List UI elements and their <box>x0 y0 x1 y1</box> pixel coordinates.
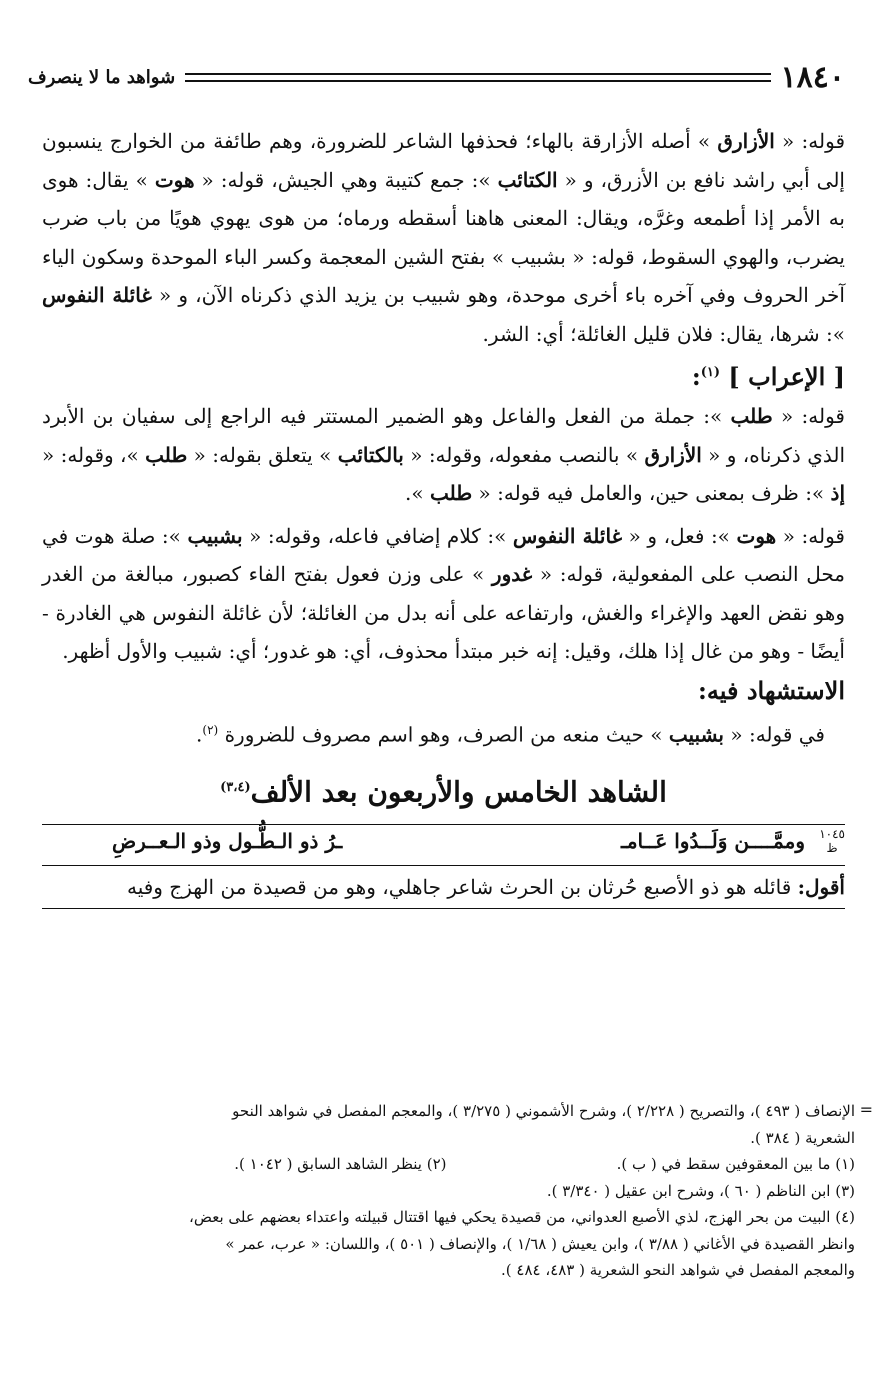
footnotes <box>38 1098 873 1284</box>
main-text <box>42 122 845 909</box>
footnote-continuation: الإنصاف ( ٤٩٣ )، والتصريح ( ٢/٢٢٨ )، وشرح الأشموني ( ٣/٢٧٥ )، والمعجم المفصل في شواهد النحو <box>232 1102 855 1120</box>
paragraph-irab-1: قوله: « طلب »: جملة من الفعل والفاعل وهو الضمير المستتر فيه الراجع إلى سفيان بن الأبرد الذي ذكرناه، و « الأزارق » بالنصب مفعوله، وقوله: « بالكتائب » يتعلق بقوله: « طلب »، وقوله: « إذ »: ظرف بمعنى حين، والعامل فيه قوله: « طلب ». <box>42 404 846 505</box>
paragraph-istishhad: في قوله: « بشبيب » حيث منعه من الصرف، وهو اسم مصروف للضرورة $^{(٢)}$. <box>196 722 825 747</box>
shahid-title: الشاهد الخامس والأربعون بعد الألف$^{(٣،٤)}$ <box>220 774 667 808</box>
footnote-4-line-3: والمعجم المفصل في شواهد النحو الشعرية ( ٤٨٣، ٤٨٤ ). <box>501 1261 855 1279</box>
page-header <box>28 60 845 94</box>
paragraph-qawl: أقول: قائله هو ذو الأصبع حُرثان بن الحرث شاعر جاهلي، وهو من قصيدة من الهزج وفيه <box>42 865 845 909</box>
footnote-4: (٤) البيت من بحر الهزج، لذي الأصبع العدواني، من قصيدة يحكي فيها اقتتال قبيلته واعتداء بعضهم على بعض، <box>189 1208 855 1226</box>
footnote-3: (٣) ابن الناظم ( ٦٠ )، وشرح ابن عقيل ( ٣/٣٤٠ ). <box>546 1181 855 1200</box>
verse-line <box>42 825 845 865</box>
heading-irab: [ الإعراب ] $^{(١)}$: <box>691 362 845 391</box>
heading-istishhad: الاستشهاد فيه: <box>698 675 845 705</box>
footnote-continuation-2: الشعرية ( ٣٨٤ ). <box>750 1128 855 1147</box>
running-title: شواهد ما لا ينصرف <box>28 66 176 88</box>
page-number: ١٨٤٠ <box>780 59 845 95</box>
paragraph-vocabulary: قوله: « الأزارق » أصله الأزارقة بالهاء؛ فحذفها الشاعر للضرورة، وهم طائفة من الخوارج ينسبون إلى أبي راشد نافع بن الأزرق، و « الكتائب »: جمع كتيبة وهي الجيش، قوله: « هوت » يقال: هوى به الأمر إذا أطمعه وغرَّه، ويقال: المعنى هاهنا أسقطه ورماه؛ من هوى يهوي هويًا من باب ضرب يضرب، والهوي السقوط، قوله: « بشبيب » بفتح الشين المعجمة وكسر الباء الموحدة وسكون الياء آخر الحروف وفي آخره باء أخرى موحدة، وهو شبيب بن يزيد الذي ذكرناه الآن، و « غائلة النفوس »: شرها، يقال: فلان قليل الغائلة؛ أي: الشر. <box>42 129 846 346</box>
continuation-mark: = <box>859 1100 873 1119</box>
verse-number: ١٠٤٥ ظ <box>819 826 845 855</box>
footnote-4-line-2: وانظر القصيدة في الأغاني ( ٣/٨٨ )، وابن يعيش ( ١/٦٨ )، والإنصاف ( ٥٠١ )، واللسان: « عرب، عمر » <box>225 1234 855 1253</box>
footnote-2: (٢) ينظر الشاهد السابق ( ١٠٤٢ ). <box>234 1155 447 1173</box>
footnote-1: (١) ما بين المعقوفين سقط في ( ب ). <box>616 1155 855 1173</box>
header-rule <box>185 73 770 82</box>
verse-second-hemistich: ـرُ ذو الـطُّـول وذو الـعــرضِ <box>112 828 343 853</box>
paragraph-irab-2: قوله: « هوت »: فعل، و « غائلة النفوس »: كلام إضافي فاعله، وقوله: « بشبيب »: صلة هوت في محل النصب على المفعولية، قوله: « غدور » على وزن فعول بفتح الفاء كصبور، مبالغة من الغدر وهو نقض العهد والإغراء والغش، وارتفاعه على أنه بدل من الغائلة؛ لأن غائلة النفوس هي الغادرة - أيضًا - وهو من غال إذا هلك، وقيل: إنه خبر مبتدأ محذوف، أي: هو غدور؛ أي: شبيب والأول أظهر. <box>42 523 845 663</box>
verse-first-hemistich: وممَّــــن وَلَــدُوا عَــامـ <box>620 828 805 853</box>
footnote-row-1-2 <box>38 1151 855 1178</box>
